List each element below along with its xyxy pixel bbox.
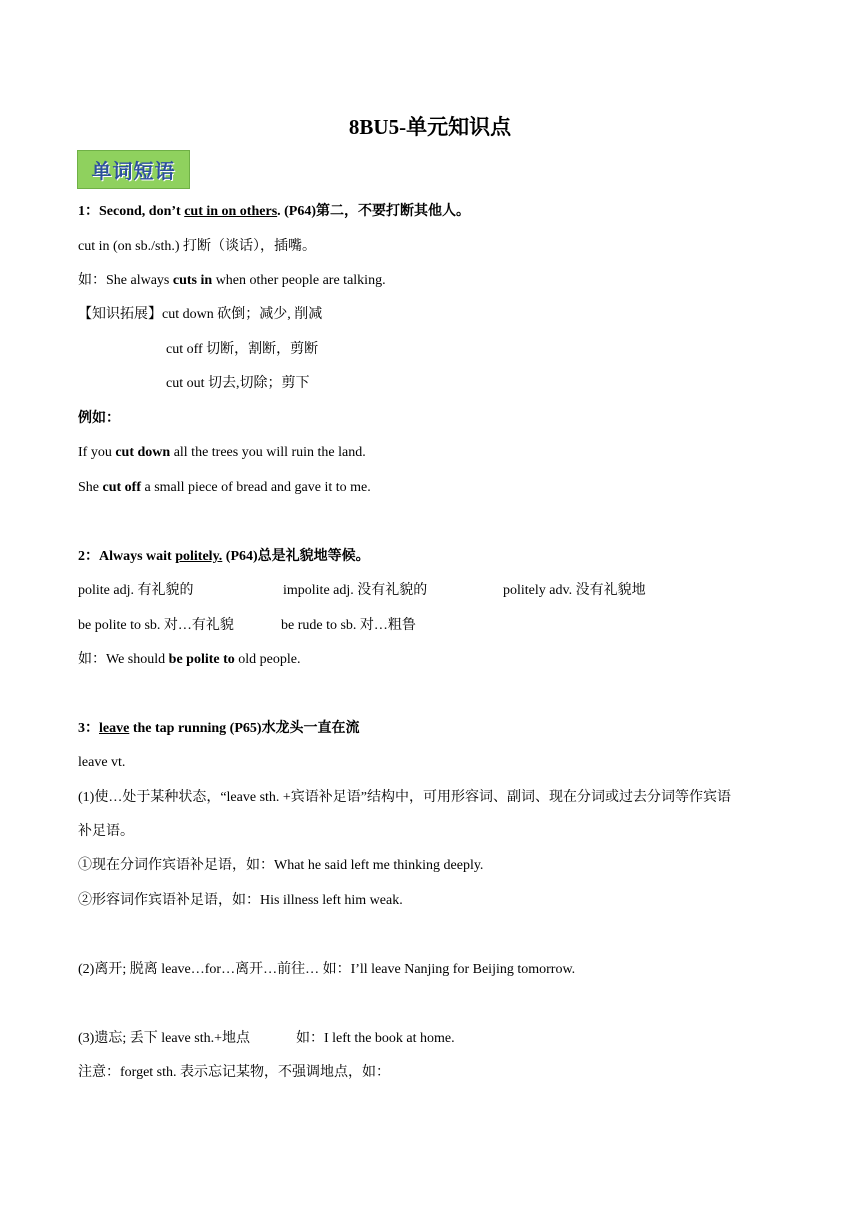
example-keyword: cut off xyxy=(102,480,141,495)
heading-text: . (P64)第二，不要打断其他人。 xyxy=(277,204,471,219)
example-text: 如：We should xyxy=(78,652,169,667)
heading-text: (P64)总是礼貌地等候。 xyxy=(222,549,370,564)
example-text: 如：She always xyxy=(78,273,173,288)
example-label: 例如： xyxy=(78,411,120,426)
example-line xyxy=(78,444,366,462)
definition-line: leave vt. xyxy=(78,755,126,770)
heading-text: Second, don’t xyxy=(99,204,185,219)
item-1-heading xyxy=(78,203,470,221)
usage-example: ①现在分词作宾语补足语，如：What he said left me thinking deeply. xyxy=(78,858,484,873)
usage-line: (1)使…处于某种状态，“leave sth. +宾语补足语”结构中，可用形容词、副词、现在分词或过去分词等作宾语 xyxy=(78,790,732,805)
example-line xyxy=(78,272,386,290)
phrase-polite-to: be polite to sb. 对…有礼貌 xyxy=(78,618,234,633)
example-text: old people. xyxy=(234,652,301,667)
heading-text: the tap running (P65)水龙头一直在流 xyxy=(129,721,360,736)
example-keyword: cut down xyxy=(115,445,171,460)
word-form-impolite: impolite adj. 没有礼貌的 xyxy=(283,583,428,598)
usage-example: 如：I left the book at home. xyxy=(296,1031,455,1046)
extension-line: 【知识拓展】cut down 砍倒；减少, 削减 xyxy=(78,307,323,322)
heading-phrase: politely. xyxy=(175,549,223,564)
word-form-politely: politely adv. 没有礼貌地 xyxy=(503,583,646,598)
example-text: If you xyxy=(78,445,116,460)
word-form-polite: polite adj. 有礼貌的 xyxy=(78,583,194,598)
section-badge-label: 单词短语 xyxy=(91,159,176,183)
item-number: 1： xyxy=(78,204,99,219)
example-text: She xyxy=(78,480,103,495)
usage-line: 补足语。 xyxy=(78,824,134,839)
page-title: 8BU5-单元知识点 xyxy=(348,115,512,139)
definition-line: cut in (on sb./sth.) 打断（谈话），插嘴。 xyxy=(78,239,316,254)
usage-example: ②形容词作宾语补足语，如：His illness left him weak. xyxy=(78,893,403,908)
heading-text: Always wait xyxy=(99,549,176,564)
item-number: 3： xyxy=(78,721,99,736)
example-keyword: be polite to xyxy=(168,652,235,667)
usage-line: (3)遗忘; 丢下 leave sth.+地点 xyxy=(78,1031,250,1046)
example-keyword: cuts in xyxy=(172,273,213,288)
item-3-heading xyxy=(78,720,360,738)
item-2-heading xyxy=(78,548,370,566)
example-text: all the trees you will ruin the land. xyxy=(170,445,366,460)
example-line xyxy=(78,479,371,497)
section-badge xyxy=(77,150,190,189)
example-line xyxy=(78,651,300,669)
usage-line: (2)离开; 脱离 leave…for…离开…前往… 如：I’ll leave Nanjing for Beijing tomorrow. xyxy=(78,962,576,977)
example-text: when other people are talking. xyxy=(212,273,386,288)
note-line: 注意：forget sth. 表示忘记某物，不强调地点，如： xyxy=(78,1065,391,1080)
phrase-rude-to: be rude to sb. 对…粗鲁 xyxy=(281,618,416,633)
heading-phrase: leave xyxy=(99,721,130,736)
extension-line: cut out 切去,切除；剪下 xyxy=(166,376,310,391)
heading-phrase: cut in on others xyxy=(184,204,278,219)
example-text: a small piece of bread and gave it to me. xyxy=(141,480,371,495)
item-number: 2： xyxy=(78,549,99,564)
extension-line: cut off 切断，割断，剪断 xyxy=(166,342,319,357)
